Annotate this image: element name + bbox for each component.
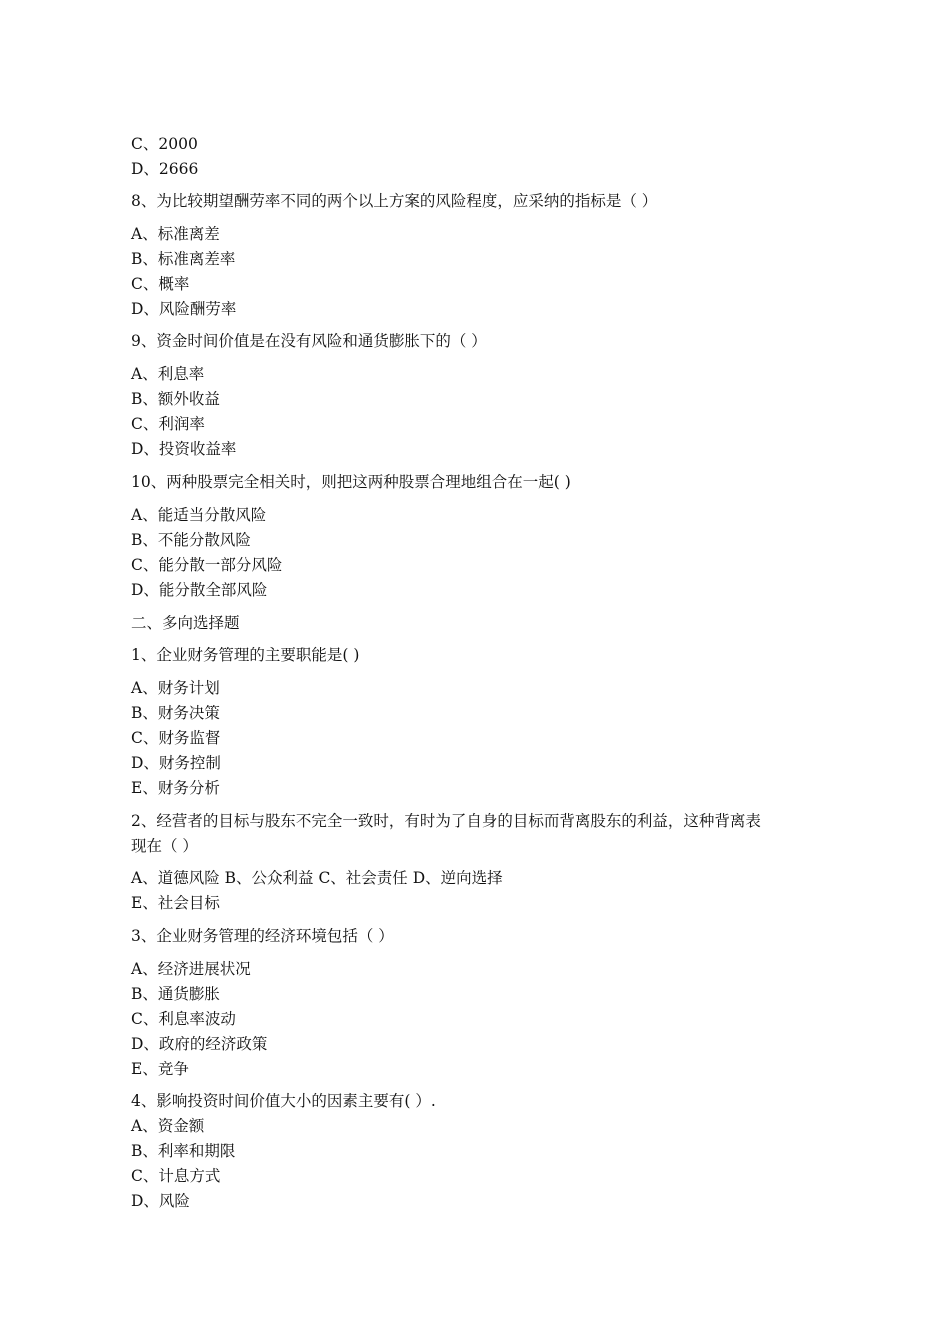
mc3-option-d: D、政府的经济政策 bbox=[131, 1035, 268, 1053]
question-9: 9、资金时间价值是在没有风险和通货膨胀下的（ ） bbox=[131, 332, 487, 350]
mc1-option-b: B、财务决策 bbox=[131, 704, 220, 722]
q10-option-c: C、能分散一部分风险 bbox=[131, 556, 283, 574]
mc2-option-e: E、社会目标 bbox=[131, 894, 220, 912]
mc1-option-d: D、财务控制 bbox=[131, 754, 221, 772]
mc1-option-e: E、财务分析 bbox=[131, 779, 220, 797]
q9-option-a: A、利息率 bbox=[131, 365, 205, 383]
mc4-option-a: A、资金额 bbox=[131, 1117, 205, 1135]
mc4-option-d: D、风险 bbox=[131, 1192, 190, 1210]
option-c-2000: C、2000 bbox=[131, 135, 198, 153]
q9-option-b: B、额外收益 bbox=[131, 390, 220, 408]
q8-option-b: B、标准离差率 bbox=[131, 250, 236, 268]
mc-question-2-line-1: 2、经营者的目标与股东不完全一致时，有时为了自身的目标而背离股东的利益，这种背离表 bbox=[131, 812, 761, 830]
question-8: 8、为比较期望酬劳率不同的两个以上方案的风险程度，应采纳的指标是（ ） bbox=[131, 192, 658, 210]
q8-option-d: D、风险酬劳率 bbox=[131, 300, 237, 318]
section-heading-multiple-choice: 二、多向选择题 bbox=[131, 614, 240, 632]
mc3-option-b: B、通货膨胀 bbox=[131, 985, 220, 1003]
q8-option-a: A、标准离差 bbox=[131, 225, 220, 243]
q10-option-d: D、能分散全部风险 bbox=[131, 581, 268, 599]
mc3-option-e: E、竞争 bbox=[131, 1060, 189, 1078]
option-d-2666: D、2666 bbox=[131, 160, 199, 178]
mc1-option-c: C、财务监督 bbox=[131, 729, 221, 747]
mc-question-3: 3、企业财务管理的经济环境包括（ ） bbox=[131, 927, 394, 945]
q9-option-d: D、投资收益率 bbox=[131, 440, 237, 458]
q10-option-a: A、能适当分散风险 bbox=[131, 506, 267, 524]
mc2-options-a-d: A、道德风险 B、公众利益 C、社会责任 D、逆向选择 bbox=[131, 869, 503, 887]
mc4-option-b: B、利率和期限 bbox=[131, 1142, 236, 1160]
mc-question-2-line-2: 现在（ ） bbox=[131, 837, 198, 855]
mc4-option-c: C、计息方式 bbox=[131, 1167, 221, 1185]
mc1-option-a: A、财务计划 bbox=[131, 679, 220, 697]
question-10: 10、两种股票完全相关时，则把这两种股票合理地组合在一起( ) bbox=[131, 473, 571, 491]
mc3-option-a: A、经济进展状况 bbox=[131, 960, 251, 978]
q10-option-b: B、不能分散风险 bbox=[131, 531, 251, 549]
q9-option-c: C、利润率 bbox=[131, 415, 205, 433]
mc3-option-c: C、利息率波动 bbox=[131, 1010, 236, 1028]
q8-option-c: C、概率 bbox=[131, 275, 190, 293]
mc-question-1: 1、企业财务管理的主要职能是( ) bbox=[131, 646, 360, 664]
mc-question-4: 4、影响投资时间价值大小的因素主要有( ）. bbox=[131, 1092, 436, 1110]
